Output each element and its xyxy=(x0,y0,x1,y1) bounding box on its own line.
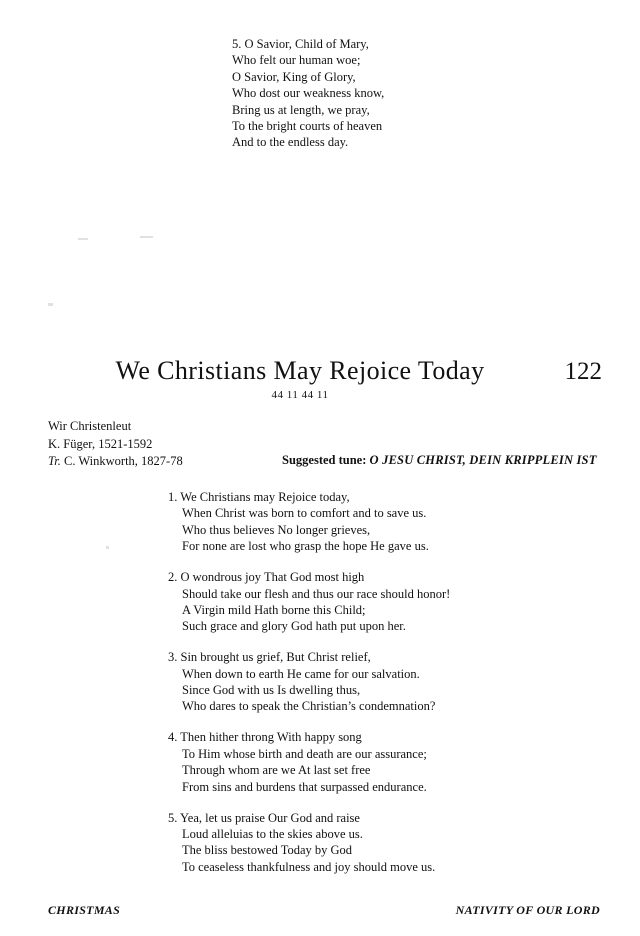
stanza-line: And to the endless day. xyxy=(232,135,349,150)
previous-hymn-stanza xyxy=(232,36,384,151)
scan-speckle xyxy=(106,546,109,549)
original-title: Wir Christenleut xyxy=(48,419,132,433)
stanza xyxy=(168,649,598,715)
stanza-line: 1. We Christians may Rejoice today, xyxy=(168,490,350,504)
stanza-line: Since God with us Is dwelling thus, xyxy=(182,683,361,698)
translator-line xyxy=(48,453,183,471)
stanza-line: When Christ was born to comfort and to save us. xyxy=(182,506,427,521)
stanza-line: 5. Yea, let us praise Our God and raise xyxy=(168,810,360,825)
stanza-line: The bliss bestowed Today by God xyxy=(182,843,353,858)
scan-speckle xyxy=(48,303,53,306)
stanza-line: 2. O wondrous joy That God most high xyxy=(168,570,365,585)
suggested-tune-name: O JESU CHRIST, DEIN KRIPPLEIN IST xyxy=(369,453,597,467)
stanza-line: For none are lost who grasp the hope He gave us. xyxy=(182,539,429,554)
stanza-line: Through whom are we At last set free xyxy=(182,763,371,778)
stanza xyxy=(168,489,598,555)
hymn-stanzas xyxy=(168,489,598,890)
stanza-line: A Virgin mild Hath borne this Child; xyxy=(182,602,366,617)
author: K. Füger, 1521-1592 xyxy=(48,436,153,451)
footer-section-label: CHRISTMAS xyxy=(48,903,121,917)
stanza xyxy=(168,569,598,635)
stanza-line: Who dost our weakness know, xyxy=(232,86,385,101)
stanza-line: 4. Then hither throng With happy song xyxy=(168,730,362,745)
stanza-line: Such grace and glory God hath put upon her. xyxy=(182,619,406,634)
stanza-line: 3. Sin brought us grief, But Christ relief, xyxy=(168,650,371,665)
hymn-number: 122 xyxy=(564,358,602,385)
translator-prefix: Tr. xyxy=(48,454,61,468)
stanza-line: When down to earth He came for our salvation. xyxy=(182,666,420,681)
stanza xyxy=(168,810,598,876)
footer-occasion-label: NATIVITY OF OUR LORD xyxy=(455,903,600,917)
stanza-line: Who dares to speak the Christian’s condemnation? xyxy=(182,699,436,714)
attribution-block xyxy=(48,418,183,471)
stanza-line: Loud alleluias to the skies above us. xyxy=(182,826,363,841)
translator: C. Winkworth, 1827-78 xyxy=(64,454,183,468)
scan-speckle xyxy=(78,238,88,240)
stanza-line: Who thus believes No longer grieves, xyxy=(182,522,371,537)
page-title: We Christians May Rejoice Today xyxy=(115,356,485,385)
hymn-meter: 44 11 44 11 xyxy=(271,389,329,401)
suggested-tune-label: Suggested tune: xyxy=(282,453,367,467)
stanza-line: Who felt our human woe; xyxy=(232,53,361,68)
scan-speckle xyxy=(140,236,153,238)
stanza-line: To Him whose birth and death are our assurance; xyxy=(182,746,427,761)
stanza-line: Bring us at length, we pray, xyxy=(232,102,370,117)
stanza-line: To the bright courts of heaven xyxy=(232,119,383,134)
stanza-line: To ceaseless thankfulness and joy should move us. xyxy=(182,859,436,874)
stanza-line: Should take our flesh and thus our race should honor! xyxy=(182,586,451,601)
stanza-line: From sins and burdens that surpassed endurance. xyxy=(182,779,427,794)
stanza xyxy=(168,729,598,795)
suggested-tune xyxy=(282,453,597,468)
stanza-line: 5. O Savior, Child of Mary, xyxy=(232,37,369,51)
stanza-line: O Savior, King of Glory, xyxy=(232,69,356,84)
